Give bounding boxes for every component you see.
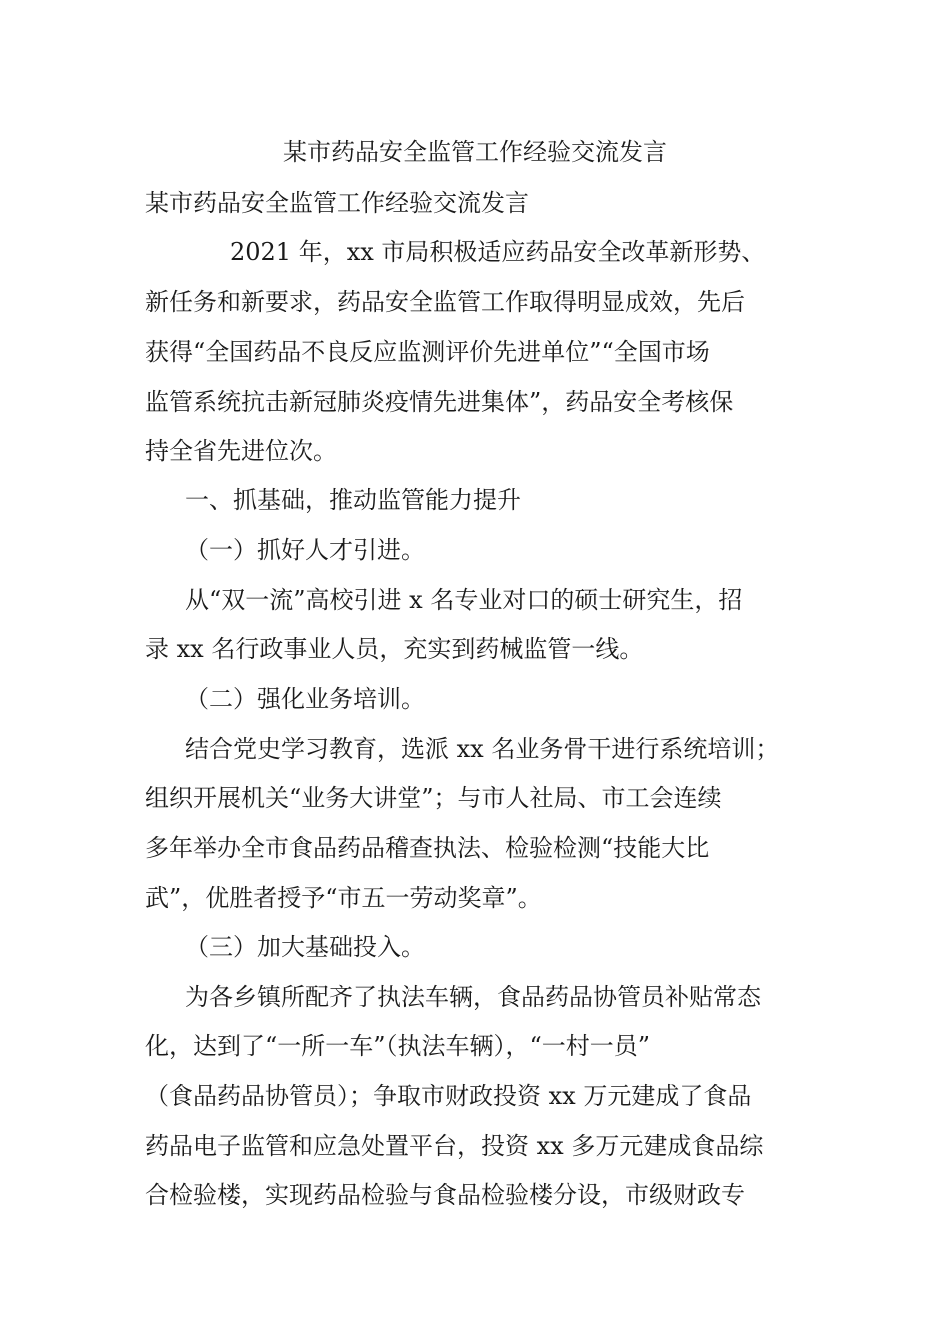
paragraph-line: 结合党史学习教育，选派 xx 名业务骨干进行系统培训； [185,735,780,763]
paragraph-line: 监管系统抗击新冠肺炎疫情先进集体”，药品安全考核保 [145,388,734,416]
paragraph-line: 药品电子监管和应急处置平台，投资 xx 多万元建成食品综 [145,1132,764,1160]
paragraph-line: 为各乡镇所配齐了执法车辆，食品药品协管员补贴常态 [185,983,761,1011]
subsection-heading: （二）强化业务培训。 [185,685,425,713]
paragraph-line: （食品药品协管员）；争取市财政投资 xx 万元建成了食品 [145,1082,752,1110]
subsection-heading: （一）抓好人才引进。 [185,536,425,564]
paragraph-line: 2021 年，xx 市局积极适应药品安全改革新形势、 [230,238,766,266]
paragraph-line: 合检验楼，实现药品检验与食品检验楼分设，市级财政专 [145,1181,745,1209]
paragraph-line: 从“双一流”高校引进 x 名专业对口的硕士研究生，招 [185,586,743,614]
section-heading: 一、抓基础，推动监管能力提升 [185,486,521,514]
subsection-heading: （三）加大基础投入。 [185,933,425,961]
paragraph-line: 化，达到了“一所一车”（执法车辆），“一村一员” [145,1032,651,1060]
paragraph-line: 多年举办全市食品药品稽查执法、检验检测“技能大比 [145,834,710,862]
document-subtitle: 某市药品安全监管工作经验交流发言 [145,189,529,217]
document-title: 某市药品安全监管工作经验交流发言 [283,138,667,166]
paragraph-line: 新任务和新要求，药品安全监管工作取得明显成效，先后 [145,288,745,316]
paragraph-line: 组织开展机关“业务大讲堂”；与市人社局、市工会连续 [145,784,722,812]
paragraph-line: 录 xx 名行政事业人员，充实到药械监管一线。 [145,635,644,663]
paragraph-line: 武”，优胜者授予“市五一劳动奖章”。 [145,884,542,912]
paragraph-line: 获得“全国药品不良反应监测评价先进单位”“全国市场 [145,338,710,366]
paragraph-line: 持全省先进位次。 [145,437,337,465]
